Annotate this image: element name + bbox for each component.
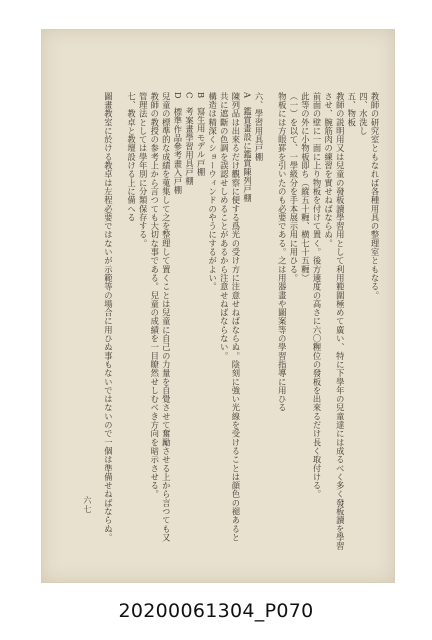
text-column: させ、腕筋肉の練習を實せねばならぬ。 bbox=[323, 92, 334, 248]
blank-column bbox=[264, 92, 276, 570]
text-column: 六、學習用具戸棚 bbox=[254, 92, 265, 162]
text-column: 兒童の標準的な成績を蒐集して之を整理して置くことは兒童に自己の力量を自覺させて奮勵させる上から言つても又 bbox=[161, 92, 172, 542]
text-column: 此等の外に小物板即ち（縱五十糎、横七十五糎） bbox=[300, 92, 311, 283]
text-column: 陳列品は出來るだけ觀察に便する爲光の受け方に注意せねばならぬ。陰刻に強い光線を受けることは顔色の褪あると bbox=[230, 92, 241, 542]
text-column: 管理法としては學年別に分類保存する。 bbox=[138, 92, 149, 248]
document-page bbox=[42, 30, 394, 582]
text-column: 教師の教授の参考上から言つても大切な事である。兒童の成績を一目瞭然せしむべき方向を暗示させる。 bbox=[149, 92, 160, 499]
text-column: C 考案畫學習用具戸棚 bbox=[184, 92, 195, 186]
text-column: 七、教卓と教壇設ける上に備へる bbox=[126, 92, 137, 222]
text-column: （一）を以て、一學級分を手本展示用に用ひる。 bbox=[288, 92, 299, 283]
text-column: 四、水洗し bbox=[358, 92, 369, 136]
blank-column bbox=[113, 92, 125, 570]
text-column: 共に遮斷の色調を誤認せしめることがあるから注意せねばならない。 bbox=[219, 92, 230, 361]
text-column: 前面の壁に一面に上り物板を付けて置く。後方適度の高さに六〇糎位の發板を出來るだけ長く取付ける。 bbox=[312, 92, 323, 499]
archive-id-caption: 20200061304_P070 bbox=[118, 600, 314, 622]
text-column: B 寫生用モデル戸棚 bbox=[196, 92, 207, 177]
text-column: 五、物板 bbox=[346, 92, 357, 127]
text-column: 構造は精深くショーウィンドのやうにするがよい。 bbox=[207, 92, 218, 291]
text-column: 教師の説明用又は兒童の發板讀學習用として利用範圍極めて廣い、特に下學年の兒童達には成るべく多く發板讀を學習 bbox=[335, 92, 346, 551]
vertical-text-body bbox=[56, 92, 380, 570]
text-column: 圖畫教室に於ける教卓は左程必要ではないが示範等の場合に用ひぬ事もないではないので一個は準備せねばならぬ。 bbox=[103, 92, 114, 542]
text-column: 物板には方眼罫を引いたのも必要である。之は用器畫や圖案等の學習指導に用ひる bbox=[277, 92, 288, 413]
text-column: 教師の研究室ともなれば各種用具の整理室ともなる。 bbox=[370, 92, 380, 300]
page-number: 六七 bbox=[83, 496, 92, 514]
text-column: A 鑑賞畫設に鑑賞陳列戸棚 bbox=[242, 92, 253, 203]
text-column: D 標準作品參考畫入戸棚 bbox=[172, 92, 183, 195]
